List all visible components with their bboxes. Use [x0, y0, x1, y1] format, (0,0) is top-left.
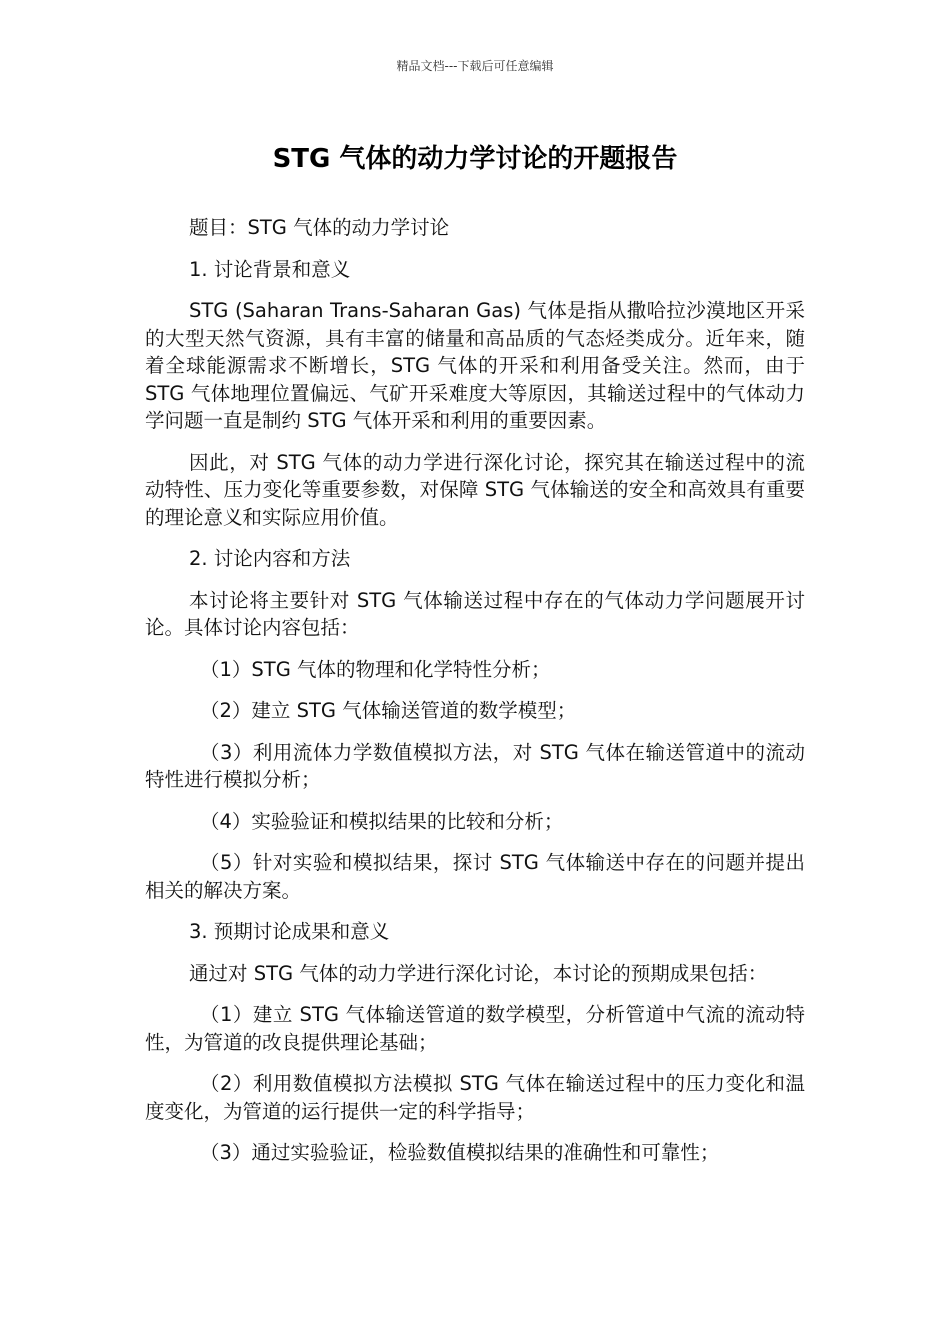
list-item-content-1: （1）STG 气体的物理和化学特性分析； — [200, 657, 551, 681]
section-heading-outcomes: 3. 预期讨论成果和意义 — [189, 920, 390, 943]
paragraph-significance: 因此，对 STG 气体的动力学进行深化讨论，探究其在输送过程中的流动特性、压力变化等重要参数，对保障 STG 气体输送的安全和高效具有重要的理论意义和实际应用价值。 — [145, 450, 805, 529]
document-body — [145, 214, 805, 1181]
section-heading-content: 2. 讨论内容和方法 — [189, 547, 351, 570]
paragraph-outcomes-intro: 通过对 STG 气体的动力学进行深化讨论，本讨论的预期成果包括： — [189, 961, 768, 985]
section-heading-background: 1. 讨论背景和意义 — [189, 257, 351, 281]
list-item-content-3: （3）利用流体力学数值模拟方法，对 STG 气体在输送管道中的流动特性进行模拟分析； — [145, 740, 805, 791]
paragraph-topic: 题目：STG 气体的动力学讨论 — [189, 216, 450, 239]
document-title: STG 气体的动力学讨论的开题报告 — [272, 144, 678, 174]
paragraph-content-intro: 本讨论将主要针对 STG 气体输送过程中存在的气体动力学问题展开讨论。具体讨论内容包括： — [145, 588, 805, 639]
list-item-outcome-3: （3）通过实验验证，检验数值模拟结果的准确性和可靠性； — [200, 1141, 720, 1164]
paragraph-background: STG (Saharan Trans-Saharan Gas) 气体是指从撒哈拉沙漠地区开采的大型天然气资源，具有丰富的储量和高品质的气态烃类成分。近年来，随着全球能源需求不断增长，STG 气体的开采和利用备受关注。然而，由于 STG 气体地理位置偏远、气矿开采难度大等原因，其输送过程中的气体动力学问题一直是制约 STG 气体开采和利用的重要因素。 — [145, 299, 805, 432]
list-item-outcome-2: （2）利用数值模拟方法模拟 STG 气体在输送过程中的压力变化和温度变化，为管道的运行提供一定的科学指导； — [145, 1072, 805, 1123]
list-item-content-2: （2）建立 STG 气体输送管道的数学模型； — [200, 699, 577, 722]
page-header: 精品文档---下载后可任意编辑 — [396, 59, 554, 73]
list-item-content-4: （4）实验验证和模拟结果的比较和分析； — [200, 809, 564, 833]
list-item-content-5: （5）针对实验和模拟结果，探讨 STG 气体输送中存在的问题并提出相关的解决方案。 — [145, 851, 805, 902]
list-item-outcome-1: （1）建立 STG 气体输送管道的数学模型，分析管道中气流的流动特性，为管道的改良提供理论基础； — [145, 1003, 805, 1054]
